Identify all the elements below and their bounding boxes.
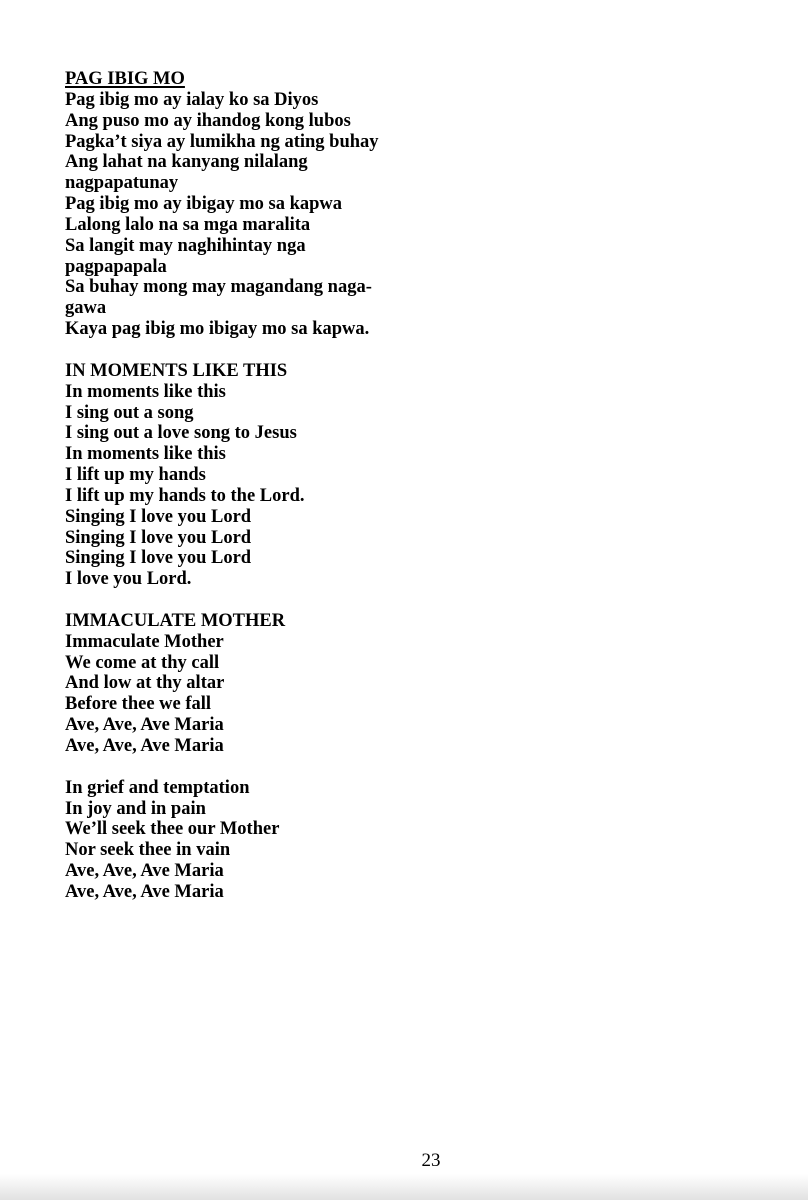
- lyric-line: In moments like this: [65, 381, 226, 402]
- page-number: 23: [421, 1150, 441, 1171]
- lyric-line: Pagka’t siya ay lumikha ng ating buhay: [65, 131, 379, 152]
- song-immaculate-mother: [65, 611, 425, 757]
- lyric-line: Pag ibig mo ay ialay ko sa Diyos: [65, 89, 319, 110]
- lyric-line: Kaya pag ibig mo ibigay mo sa kapwa.: [65, 319, 370, 340]
- lyric-line: Sa buhay mong may magandang naga-: [65, 277, 372, 298]
- lyric-line: We come at thy call: [65, 652, 220, 673]
- lyric-line: Pag ibig mo ay ibigay mo sa kapwa: [65, 194, 343, 215]
- lyric-line: Singing I love you Lord: [65, 506, 252, 527]
- lyric-line: Ang puso mo ay ihandog kong lubos: [65, 110, 351, 131]
- song-pag-ibig-mo: [65, 69, 425, 340]
- page-bottom-shadow: [0, 1174, 808, 1200]
- lyric-line: Singing I love you Lord: [65, 548, 252, 569]
- lyric-line: Ang lahat na kanyang nilalang: [65, 152, 308, 173]
- lyric-line: In joy and in pain: [65, 798, 206, 819]
- lyric-line: Ave, Ave, Ave Maria: [65, 861, 224, 882]
- song-immaculate-mother-verse-2: [65, 778, 425, 903]
- lyric-line: I love you Lord.: [65, 569, 192, 590]
- song-title: IN MOMENTS LIKE THIS: [65, 360, 288, 381]
- lyric-line: gawa: [65, 298, 107, 319]
- song-title: IMMACULATE MOTHER: [65, 610, 286, 631]
- lyric-line: In moments like this: [65, 444, 226, 465]
- lyric-line: Nor seek thee in vain: [65, 840, 231, 861]
- lyric-line: I sing out a song: [65, 402, 194, 423]
- lyric-line: pagpapapala: [65, 256, 167, 277]
- lyric-line: Immaculate Mother: [65, 631, 224, 652]
- lyric-line: Before thee we fall: [65, 694, 212, 715]
- lyric-line: Ave, Ave, Ave Maria: [65, 881, 224, 902]
- lyric-line: Singing I love you Lord: [65, 527, 252, 548]
- lyric-line: We’ll seek thee our Mother: [65, 819, 280, 840]
- lyric-line: Ave, Ave, Ave Maria: [65, 736, 224, 756]
- lyric-line: Ave, Ave, Ave Maria: [65, 715, 224, 736]
- lyric-line: And low at thy altar: [65, 673, 225, 694]
- lyric-line: Lalong lalo na sa mga maralita: [65, 214, 311, 235]
- lyric-line: I lift up my hands: [65, 465, 206, 486]
- lyric-line: Sa langit may naghihintay nga: [65, 235, 306, 256]
- song-in-moments-like-this: [65, 361, 425, 590]
- lyric-line: In grief and temptation: [65, 777, 250, 798]
- lyric-line: nagpapatunay: [65, 173, 179, 194]
- song-title: PAG IBIG MO: [65, 69, 185, 89]
- song-list: [65, 69, 425, 903]
- lyric-line: I lift up my hands to the Lord.: [65, 485, 305, 506]
- lyric-line: I sing out a love song to Jesus: [65, 423, 297, 444]
